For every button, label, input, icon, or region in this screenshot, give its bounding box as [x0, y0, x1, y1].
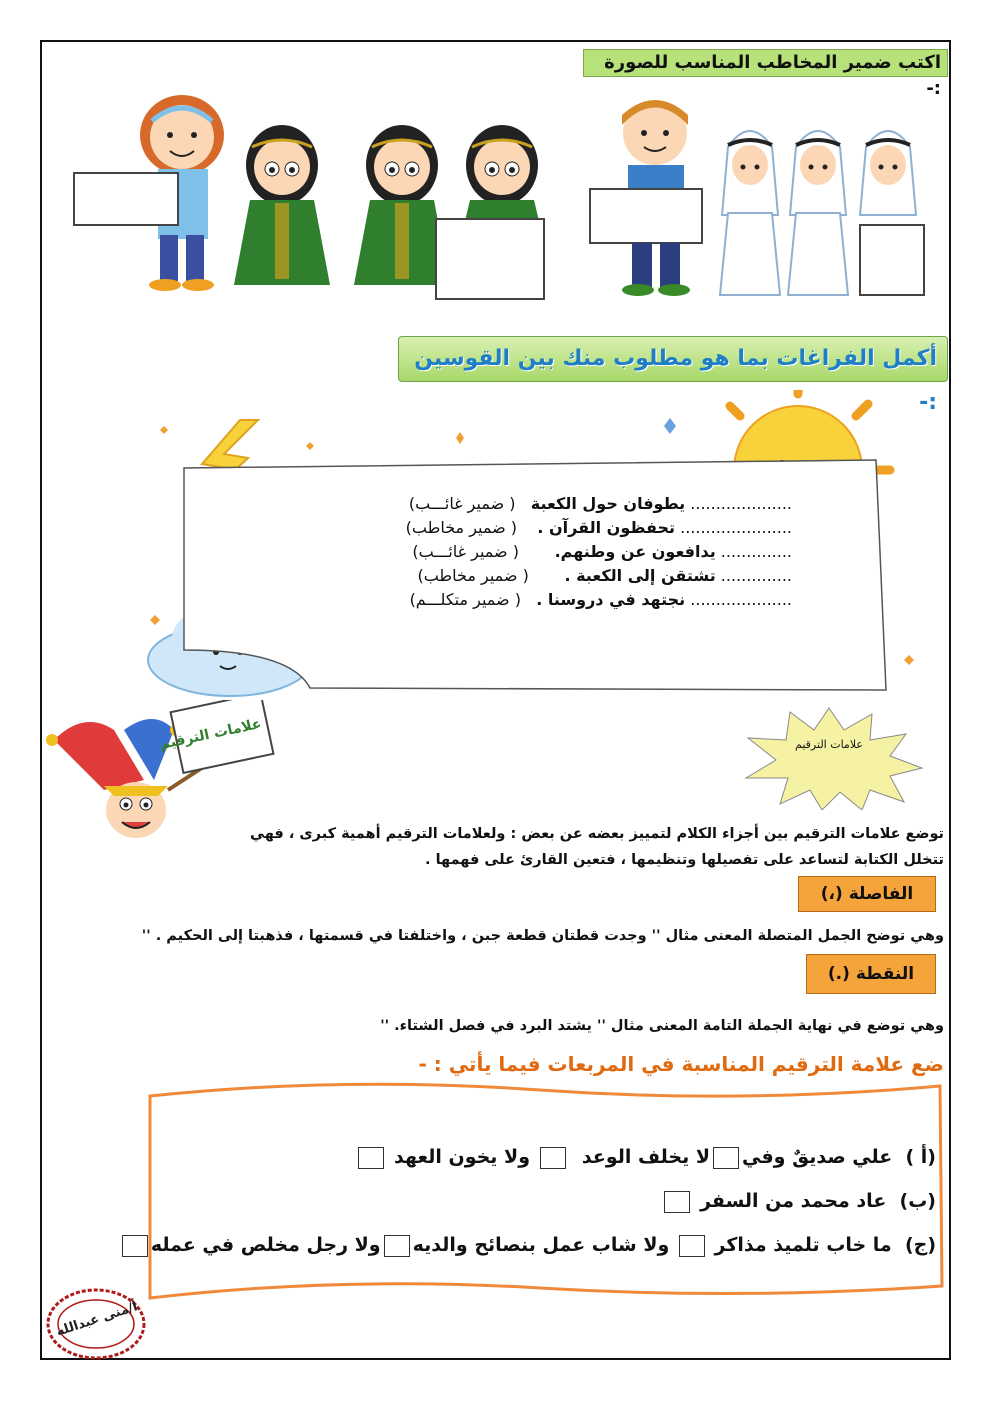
blank-sign-box [860, 225, 924, 295]
blank-sign-box [590, 189, 702, 243]
hint: ( ضمير متكلـــم) [409, 590, 521, 609]
hint: ( ضمير غائـــب) [408, 494, 516, 513]
question-b: (ب) عاد محمد من السفر [661, 1190, 936, 1213]
boy-white-thobe-icon [860, 131, 924, 295]
answer-box[interactable] [679, 1235, 705, 1257]
comma-label: الفاصلة (،) [798, 876, 936, 912]
hint: ( ضمير مخاطب) [417, 566, 529, 585]
answer-box[interactable] [664, 1191, 690, 1213]
comma-example: وهي توضح الجمل المتصلة المعنى مثال '' وجدت قطتان قطعة جبن ، واختلفتا في قسمتها ، فذهبتا إلى الحكيم . '' [141, 928, 944, 944]
sign-text: علامات الترقيم [158, 715, 263, 754]
period-example: وهي توضع في نهاية الجملة التامة المعنى مثال '' يشتد البرد في فصل الشتاء. '' [380, 1018, 944, 1034]
girl-orange-hair-icon [74, 95, 224, 291]
answer-box[interactable] [384, 1235, 410, 1257]
sentence: تحفظون القرآن . [537, 518, 676, 537]
characters-illustration [60, 85, 950, 310]
starburst-label: علامات الترقيم [795, 738, 863, 751]
fill-in-line-1: .................... يطوفان حول الكعبة ( ضمير غائـــب) [408, 494, 792, 513]
boy-white-thobe-icon [720, 131, 780, 295]
fill-in-line-4: .............. تشتقن إلى الكعبة . ( ضمير مخاطب) [417, 566, 792, 585]
girl-green-dress-icon [436, 125, 544, 299]
answer-box[interactable] [358, 1147, 384, 1169]
intro-line-1: توضع علامات الترقيم بين أجزاء الكلام لتمييز بعضه عن بعض : ولعلامات الترقيم أهمية كبرى ، فهي [250, 826, 944, 842]
fill-in-lines [292, 494, 792, 614]
starburst-badge [734, 706, 924, 810]
section1-title: اكتب ضمير المخاطب المناسب للصورة :- [583, 49, 948, 77]
answer-box[interactable] [122, 1235, 148, 1257]
question-c: (ج) ما خاب تلميذ مذاكر ولا شاب عمل بنصائح والديهولا رجل مخلص في عمله [119, 1234, 936, 1257]
question-a: (أ ) علي صديقٌ وفيلا يخلف الوعد ولا يخون العهد [355, 1146, 936, 1169]
fill-in-line-2: ...................... تحفظون القرآن . ( ضمير مخاطب) [405, 518, 792, 537]
sentence: يدافعون عن وطنهم. [554, 542, 716, 561]
section3-title: ضع علامة الترقيم المناسبة في المربعات فيما يأتي : - [418, 1052, 944, 1076]
period-label: النقطة (.) [806, 954, 936, 994]
sentence: يطوفان حول الكعبة [530, 494, 686, 513]
hint: ( ضمير غائـــب) [412, 542, 519, 561]
intro-line-2: تتخلل الكتابة لتساعد على تفصيلها وتنظيمها ، فتعين القارئ على فهمها . [425, 852, 944, 868]
answer-box[interactable] [713, 1147, 739, 1169]
girl-green-dress-icon [234, 125, 330, 285]
fill-in-line-3: .............. يدافعون عن وطنهم. ( ضمير غائـــب) [412, 542, 792, 561]
stamp-text: أ/منى عبدالله [54, 1299, 140, 1340]
blank-sign-box [436, 219, 544, 299]
section2-title: أكمل الفراغات بما هو مطلوب منك بين القوسين :- [398, 336, 948, 382]
answer-box[interactable] [540, 1147, 566, 1169]
fill-in-line-5: .................... نجتهد في دروسنا . ( ضمير متكلـــم) [409, 590, 792, 609]
boy-blue-shirt-icon [590, 100, 702, 296]
sentence: نجتهد في دروسنا . [536, 590, 686, 609]
boy-white-thobe-icon [788, 131, 848, 295]
sentence: تشتقن إلى الكعبة . [564, 566, 716, 585]
blank-sign-box [74, 173, 178, 225]
hint: ( ضمير مخاطب) [405, 518, 518, 537]
